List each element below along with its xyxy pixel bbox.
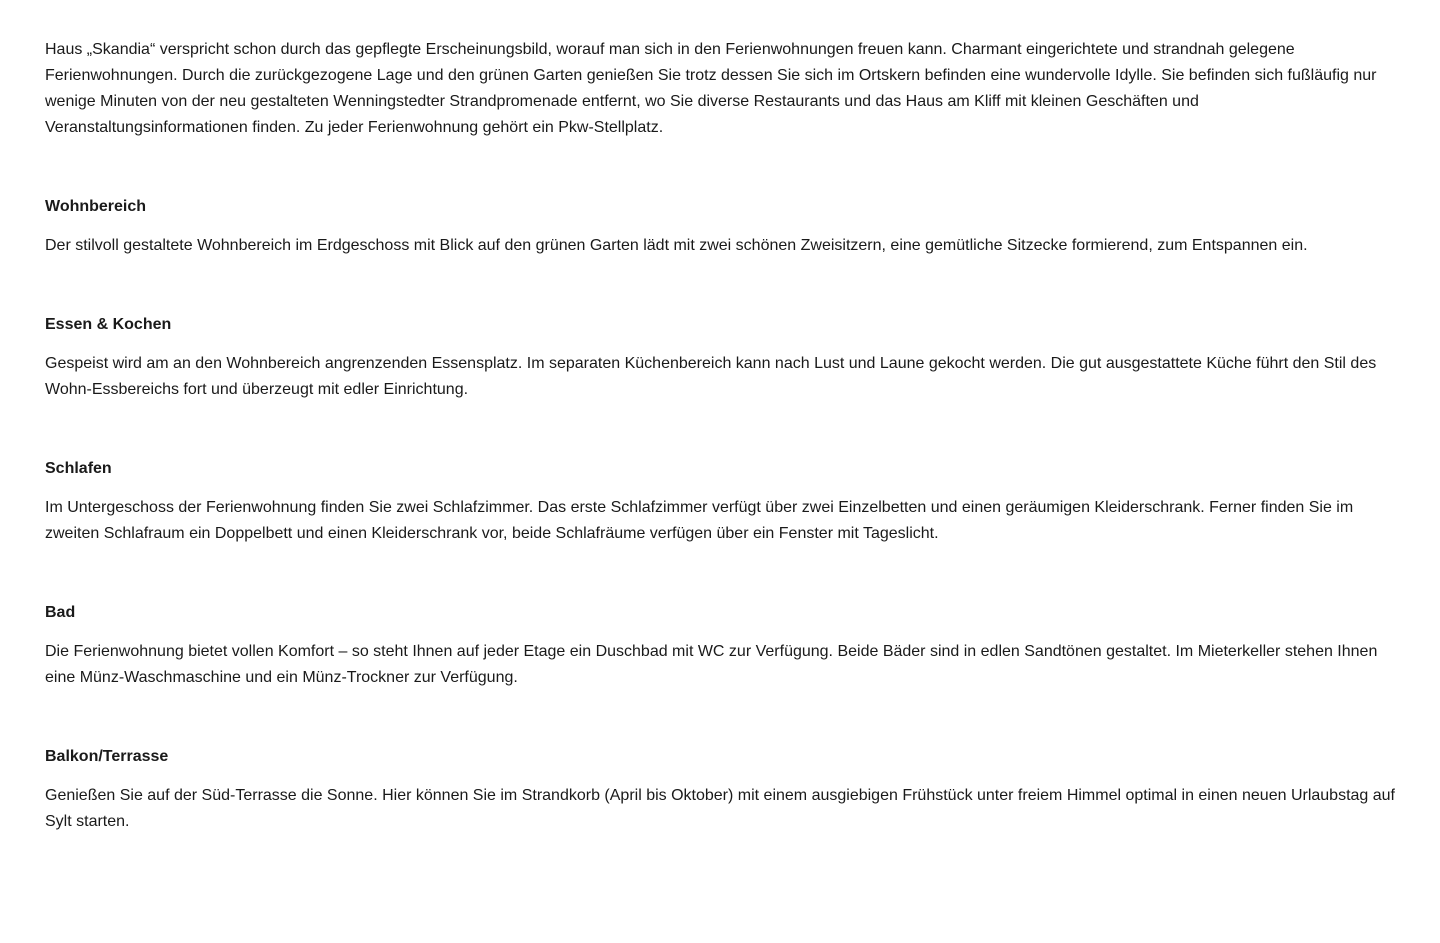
intro-paragraph: Haus „Skandia“ verspricht schon durch das gepflegte Erscheinungsbild, worauf man sich in den Ferienwohnungen freuen kann. Charmant eingerichtete und strandnah gelegene Ferienwohnungen. Durch die zurückgezogene Lage und den grünen Garten genießen Sie trotz dessen Sie sich im Ortskern befinden eine wundervolle Idylle. Sie befinden sich fußläufig nur wenige Minuten von der neu gestalteten Wenningstedter Strandpromenade entfernt, wo Sie diverse Restaurants und das Haus am Kliff mit kleinen Geschäften und Veranstaltungsinformationen finden. Zu jeder Ferienwohnung gehört ein Pkw-Stellplatz. xyxy=(45,41,1377,136)
section-essen-kochen xyxy=(45,314,1400,403)
section-text: Im Untergeschoss der Ferienwohnung finden Sie zwei Schlafzimmer. Das erste Schlafzimmer verfügt über zwei Einzelbetten und einen geräumigen Kleiderschrank. Ferner finden Sie im zweiten Schlafraum ein Doppelbett und einen Kleiderschrank vor, beide Schlafräume verfügen über ein Fenster mit Tageslicht. xyxy=(45,499,1354,542)
section-bad xyxy=(45,602,1400,691)
section-text: Der stilvoll gestaltete Wohnbereich im Erdgeschoss mit Blick auf den grünen Garten lädt mit zwei schönen Zweisitzern, eine gemütliche Sitzecke formierend, zum Entspannen ein. xyxy=(45,237,1308,254)
section-schlafen xyxy=(45,458,1400,547)
section-heading: Schlafen xyxy=(45,460,112,477)
section-wohnbereich xyxy=(45,196,1400,259)
section-text: Die Ferienwohnung bietet vollen Komfort – so steht Ihnen auf jeder Etage ein Duschbad mit WC zur Verfügung. Beide Bäder sind in edlen Sandtönen gestaltet. Im Mieterkeller stehen Ihnen eine Münz-Waschmaschine und ein Münz-Trockner zur Verfügung. xyxy=(45,643,1378,686)
section-balkon-terrasse xyxy=(45,746,1400,835)
section-text: Genießen Sie auf der Süd-Terrasse die Sonne. Hier können Sie im Strandkorb (April bis Oktober) mit einem ausgiebigen Frühstück unter freiem Himmel optimal in einen neuen Urlaubstag auf Sylt starten. xyxy=(45,787,1395,830)
section-heading: Bad xyxy=(45,604,76,621)
section-heading: Balkon/Terrasse xyxy=(45,748,169,765)
section-heading: Essen & Kochen xyxy=(45,316,172,333)
section-text: Gespeist wird am an den Wohnbereich angrenzenden Essensplatz. Im separaten Küchenbereich kann nach Lust und Laune gekocht werden. Die gut ausgestattete Küche führt den Stil des Wohn-Essbereichs fort und überzeugt mit edler Einrichtung. xyxy=(45,355,1377,398)
section-heading: Wohnbereich xyxy=(45,198,147,215)
